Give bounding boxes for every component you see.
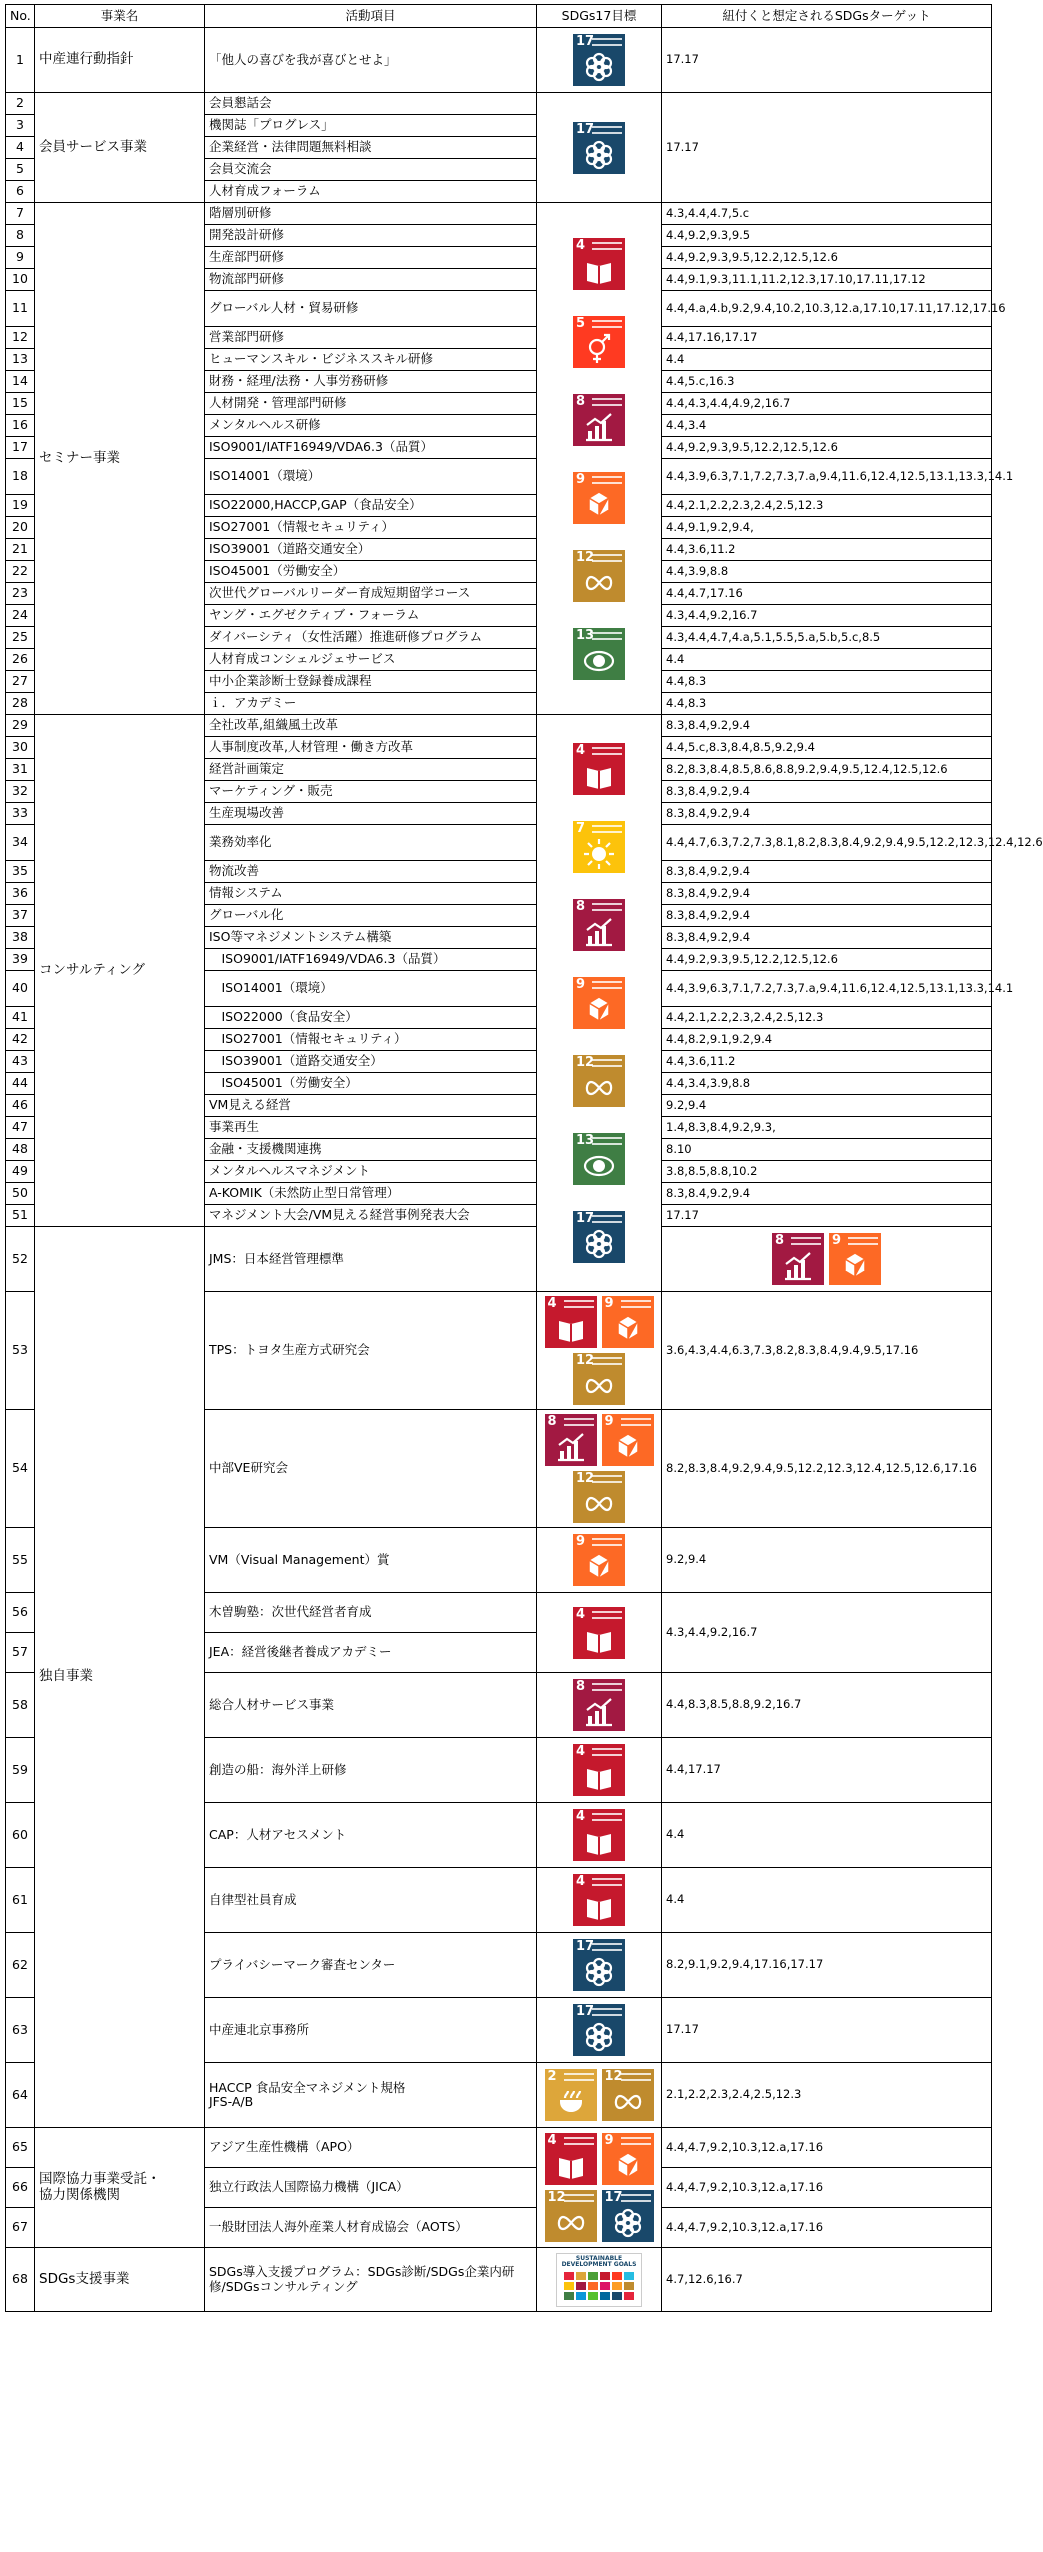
row-number: 30 xyxy=(6,737,35,759)
sdg-target: 4.4,3.4,3.9,8.8 xyxy=(662,1073,992,1095)
sdg-goals-cell xyxy=(537,28,662,93)
sdg-target: 4.4,5.c,16.3 xyxy=(662,371,992,393)
sdg-target: 4.4,3.6,11.2 xyxy=(662,539,992,561)
sdg-target: 8.2,9.1,9.2,9.4,17.16,17.17 xyxy=(662,1933,992,1998)
sdg-target: 4.4,4.3,4.4,4.9,2,16.7 xyxy=(662,393,992,415)
business-name: 国際協力事業受託・ 協力関係機関 xyxy=(35,2128,205,2248)
row-number: 51 xyxy=(6,1205,35,1227)
table-row xyxy=(6,2128,992,2168)
activity-item: VM（Visual Management）賞 xyxy=(205,1528,537,1593)
sdg-target: 4.4 xyxy=(662,349,992,371)
row-number: 5 xyxy=(6,159,35,181)
sdg-target: 4.4,9.2,9.3,9.5,12.2,12.5,12.6 xyxy=(662,949,992,971)
row-number: 11 xyxy=(6,291,35,327)
quality-education-icon: 4 xyxy=(573,1744,625,1796)
activity-item: ISO27001（情報セキュリティ） xyxy=(205,517,537,539)
responsible-consumption-icon: 12 xyxy=(573,550,625,602)
responsible-consumption-icon: 12 xyxy=(602,2069,654,2121)
activity-item: グローバル化 xyxy=(205,905,537,927)
sdg-target: 8.2,8.3,8.4,8.5,8.6,8.8,9.2,9.4,9.5,12.4,12.5,12.6 xyxy=(662,759,992,781)
sdg-target: 1.4,8.3,8.4,9.2,9.3, xyxy=(662,1117,992,1139)
row-number: 7 xyxy=(6,203,35,225)
sdg-target: 4.4,17.17 xyxy=(662,1738,992,1803)
row-number: 44 xyxy=(6,1073,35,1095)
sdg-target: 4.4,2.1,2.2,2.3,2.4,2.5,12.3 xyxy=(662,1007,992,1029)
row-number: 18 xyxy=(6,459,35,495)
activity-item: 企業経営・法律問題無料相談 xyxy=(205,137,537,159)
gender-equality-icon: 5 xyxy=(573,316,625,368)
row-number: 25 xyxy=(6,627,35,649)
quality-education-icon: 4 xyxy=(573,238,625,290)
row-number: 27 xyxy=(6,671,35,693)
activity-item: マーケティング・販売 xyxy=(205,781,537,803)
activity-item: ISO9001/IATF16949/VDA6.3（品質） xyxy=(205,949,537,971)
partnerships-icon: 17 xyxy=(573,34,625,86)
activity-item: ISO39001（道路交通安全） xyxy=(205,539,537,561)
business-name: 独自事業 xyxy=(35,1227,205,2128)
activity-item: 自律型社員育成 xyxy=(205,1868,537,1933)
activity-item: ISO14001（環境） xyxy=(205,971,537,1007)
row-number: 60 xyxy=(6,1803,35,1868)
sdg-target: 8.3,8.4,9.2,9.4 xyxy=(662,715,992,737)
table-row xyxy=(6,28,992,93)
activity-item: 会員懇話会 xyxy=(205,93,537,115)
table-row xyxy=(6,715,992,737)
sdg-goals-cell xyxy=(537,1998,662,2063)
table-row xyxy=(6,93,992,115)
sdg-goals-cell xyxy=(537,1933,662,1998)
activity-item: HACCP 食品安全マネジメント規格 JFS-A/B xyxy=(205,2063,537,2128)
row-number: 14 xyxy=(6,371,35,393)
row-number: 35 xyxy=(6,861,35,883)
row-number: 31 xyxy=(6,759,35,781)
activity-item: A-KOMIK（未然防止型日常管理） xyxy=(205,1183,537,1205)
header-business: 事業名 xyxy=(35,5,205,28)
row-number: 20 xyxy=(6,517,35,539)
row-number: 1 xyxy=(6,28,35,93)
responsible-consumption-icon: 12 xyxy=(573,1471,625,1523)
sdg-goals-cell xyxy=(537,2248,662,2312)
activity-item: ISO等マネジメントシステム構築 xyxy=(205,927,537,949)
business-name: 中産連行動指針 xyxy=(35,28,205,93)
decent-work-icon: 8 xyxy=(573,1679,625,1731)
row-number: 49 xyxy=(6,1161,35,1183)
header-row xyxy=(6,5,992,28)
row-number: 34 xyxy=(6,825,35,861)
responsible-consumption-icon: 12 xyxy=(573,1353,625,1405)
row-number: 39 xyxy=(6,949,35,971)
row-number: 66 xyxy=(6,2168,35,2208)
sdg-target: 4.3,4.4,9.2,16.7 xyxy=(662,605,992,627)
row-number: 8 xyxy=(6,225,35,247)
activity-item: 金融・支援機関連携 xyxy=(205,1139,537,1161)
sdg-goals-cell xyxy=(537,1292,662,1410)
sdg-goals-cell xyxy=(537,1410,662,1528)
row-number: 43 xyxy=(6,1051,35,1073)
sdg-target: 4.4,17.16,17.17 xyxy=(662,327,992,349)
row-number: 46 xyxy=(6,1095,35,1117)
sdg-goals-cell xyxy=(662,1227,992,1292)
quality-education-icon: 4 xyxy=(573,1607,625,1659)
row-number: 52 xyxy=(6,1227,35,1292)
row-number: 50 xyxy=(6,1183,35,1205)
activity-item: 人材育成コンシェルジェサービス xyxy=(205,649,537,671)
responsible-consumption-icon: 12 xyxy=(545,2190,597,2242)
row-number: 57 xyxy=(6,1633,35,1673)
activity-item: 物流部門研修 xyxy=(205,269,537,291)
sdg-goals-cell xyxy=(537,1528,662,1593)
industry-innovation-icon: 9 xyxy=(573,977,625,1029)
industry-innovation-icon: 9 xyxy=(573,472,625,524)
activity-item: 生産部門研修 xyxy=(205,247,537,269)
sdg-target: 4.4 xyxy=(662,1803,992,1868)
row-number: 10 xyxy=(6,269,35,291)
sdg-target: 9.2,9.4 xyxy=(662,1528,992,1593)
header-no: No. xyxy=(6,5,35,28)
sdg-target: 4.3,4.4,4.7,4.a,5.1,5.5,5.a,5.b,5.c,8.5 xyxy=(662,627,992,649)
climate-action-icon: 13 xyxy=(573,1133,625,1185)
activity-item: JEA：経営後継者養成アカデミー xyxy=(205,1633,537,1673)
table-row xyxy=(6,1227,992,1292)
row-number: 64 xyxy=(6,2063,35,2128)
quality-education-icon: 4 xyxy=(573,1874,625,1926)
decent-work-icon: 8 xyxy=(545,1414,597,1466)
activity-item: アジア生産性機構（APO） xyxy=(205,2128,537,2168)
industry-innovation-icon: 9 xyxy=(602,2133,654,2185)
activity-item: JMS：日本経営管理標準 xyxy=(205,1227,537,1292)
sdg-target: 8.3,8.4,9.2,9.4 xyxy=(662,1183,992,1205)
row-number: 37 xyxy=(6,905,35,927)
row-number: 3 xyxy=(6,115,35,137)
table-row xyxy=(6,2248,992,2312)
quality-education-icon: 4 xyxy=(545,2133,597,2185)
activity-item: ｉ．アカデミー xyxy=(205,693,537,715)
row-number: 62 xyxy=(6,1933,35,1998)
quality-education-icon: 4 xyxy=(545,1296,597,1348)
sdg-target: 8.2,8.3,8.4,9.2,9.4,9.5,12.2,12.3,12.4,12.5,12.6,17.16 xyxy=(662,1410,992,1528)
sdg-goals-cell xyxy=(537,93,662,203)
activity-item: SDGs導入支援プログラム：SDGs診断/SDGs企業内研修/SDGsコンサルティング xyxy=(205,2248,537,2312)
row-number: 48 xyxy=(6,1139,35,1161)
activity-item: 中部VE研究会 xyxy=(205,1410,537,1528)
row-number: 19 xyxy=(6,495,35,517)
row-number: 29 xyxy=(6,715,35,737)
activity-item: 生産現場改善 xyxy=(205,803,537,825)
industry-innovation-icon: 9 xyxy=(602,1414,654,1466)
row-number: 33 xyxy=(6,803,35,825)
quality-education-icon: 4 xyxy=(573,1809,625,1861)
sdg-target: 4.4 xyxy=(662,1868,992,1933)
header-activity: 活動項目 xyxy=(205,5,537,28)
sdg-target: 4.4,9.1,9.2,9.4, xyxy=(662,517,992,539)
activity-item: 次世代グローバルリーダー育成短期留学コース xyxy=(205,583,537,605)
sdg-target: 8.3,8.4,9.2,9.4 xyxy=(662,861,992,883)
activity-item: メンタルヘルスマネジメント xyxy=(205,1161,537,1183)
row-number: 41 xyxy=(6,1007,35,1029)
activity-item: 事業再生 xyxy=(205,1117,537,1139)
activity-item: マネジメント大会/VM見える経営事例発表大会 xyxy=(205,1205,537,1227)
sdg-target: 4.4,3.6,11.2 xyxy=(662,1051,992,1073)
activity-item: 営業部門研修 xyxy=(205,327,537,349)
activity-item: 中産連北京事務所 xyxy=(205,1998,537,2063)
sdg-target: 4.4,8.2,9.1,9.2,9.4 xyxy=(662,1029,992,1051)
row-number: 61 xyxy=(6,1868,35,1933)
sdg-target: 4.4,8.3 xyxy=(662,671,992,693)
sdg-target: 4.4,4.7,17.16 xyxy=(662,583,992,605)
decent-work-icon: 8 xyxy=(573,394,625,446)
sdg-goals-cell xyxy=(537,1673,662,1738)
sdg-goals-cell xyxy=(537,2063,662,2128)
activity-item: 階層別研修 xyxy=(205,203,537,225)
sdg-target: 8.3,8.4,9.2,9.4 xyxy=(662,883,992,905)
row-number: 36 xyxy=(6,883,35,905)
industry-innovation-icon: 9 xyxy=(602,1296,654,1348)
sdg-target: 8.3,8.4,9.2,9.4 xyxy=(662,927,992,949)
sdg-target: 4.4,4.7,6.3,7.2,7.3,8.1,8.2,8.3,8.4,9.2,9.4,9.5,12.2,12.3,12.4,12.6 xyxy=(662,825,992,861)
activity-item: ヤング・エグゼクティブ・フォーラム xyxy=(205,605,537,627)
row-number: 63 xyxy=(6,1998,35,2063)
partnerships-icon: 17 xyxy=(602,2190,654,2242)
row-number: 56 xyxy=(6,1593,35,1633)
sdg-target: 17.17 xyxy=(662,1205,992,1227)
sdg-target: 4.4,3.4 xyxy=(662,415,992,437)
responsible-consumption-icon: 12 xyxy=(573,1055,625,1107)
activity-item: 開発設計研修 xyxy=(205,225,537,247)
activity-item: ダイバーシティ（女性活躍）推進研修プログラム xyxy=(205,627,537,649)
sdg-goals-cell xyxy=(537,715,662,1292)
row-number: 42 xyxy=(6,1029,35,1051)
activity-item: メンタルヘルス研修 xyxy=(205,415,537,437)
activity-item: 全社改革,組織風土改革 xyxy=(205,715,537,737)
decent-work-icon: 8 xyxy=(573,899,625,951)
partnerships-icon: 17 xyxy=(573,1939,625,1991)
activity-item: 創造の船：海外洋上研修 xyxy=(205,1738,537,1803)
activity-item: 業務効率化 xyxy=(205,825,537,861)
row-number: 40 xyxy=(6,971,35,1007)
sdg-target: 4.4,3.9,6.3,7.1,7.2,7.3,7.a,9.4,11.6,12.4,12.5,13.1,13.3,14.1 xyxy=(662,459,992,495)
sdgs-logo-icon xyxy=(556,2253,642,2307)
row-number: 32 xyxy=(6,781,35,803)
climate-action-icon: 13 xyxy=(573,628,625,680)
row-number: 55 xyxy=(6,1528,35,1593)
row-number: 59 xyxy=(6,1738,35,1803)
sdg-target: 17.17 xyxy=(662,93,992,203)
sdg-target: 4.4,4.7,9.2,10.3,12.a,17.16 xyxy=(662,2168,992,2208)
sdg-goals-cell xyxy=(537,1803,662,1868)
sdg-target: 4.4,4.a,4.b,9.2,9.4,10.2,10.3,12.a,17.10,17.11,17.12,17.16 xyxy=(662,291,992,327)
sdg-goals-cell xyxy=(537,203,662,715)
row-number: 67 xyxy=(6,2208,35,2248)
activity-item: 財務・経理/法務・人事労務研修 xyxy=(205,371,537,393)
sdg-target: 3.8,8.5,8.8,10.2 xyxy=(662,1161,992,1183)
row-number: 38 xyxy=(6,927,35,949)
row-number: 23 xyxy=(6,583,35,605)
activity-item: ヒューマンスキル・ビジネススキル研修 xyxy=(205,349,537,371)
sdg-target: 4.4,8.3,8.5,8.8,9.2,16.7 xyxy=(662,1673,992,1738)
sdg-target: 4.4,8.3 xyxy=(662,693,992,715)
activity-item: 中小企業診断士登録養成課程 xyxy=(205,671,537,693)
partnerships-icon: 17 xyxy=(573,122,625,174)
activity-item: 人材開発・管理部門研修 xyxy=(205,393,537,415)
sdg-target: 4.4,9.1,9.3,11.1,11.2,12.3,17.10,17.11,17.12 xyxy=(662,269,992,291)
row-number: 9 xyxy=(6,247,35,269)
business-name: セミナー事業 xyxy=(35,203,205,715)
sdgs-logo-text: SUSTAINABLE DEVELOPMENT GOALS xyxy=(561,2254,637,2269)
industry-innovation-icon: 9 xyxy=(573,1534,625,1586)
activity-item: 会員交流会 xyxy=(205,159,537,181)
row-number: 13 xyxy=(6,349,35,371)
sdg-target: 4.3,4.4,4.7,5.c xyxy=(662,203,992,225)
sdg-goals-cell xyxy=(537,1738,662,1803)
activity-item: ISO45001（労働安全） xyxy=(205,1073,537,1095)
activity-item: 一般財団法人海外産業人材育成協会（AOTS） xyxy=(205,2208,537,2248)
activity-item: 物流改善 xyxy=(205,861,537,883)
activity-item: CAP：人材アセスメント xyxy=(205,1803,537,1868)
activity-item: 経営計画策定 xyxy=(205,759,537,781)
header-sdg: SDGs17目標 xyxy=(537,5,662,28)
quality-education-icon: 4 xyxy=(573,743,625,795)
sdg-target: 17.17 xyxy=(662,1998,992,2063)
row-number: 54 xyxy=(6,1410,35,1528)
sdg-target: 9.2,9.4 xyxy=(662,1095,992,1117)
sdg-target: 4.4,3.9,8.8 xyxy=(662,561,992,583)
sdg-target: 3.6,4.3,4.4,6.3,7.3,8.2,8.3,8.4,9.4,9.5,17.16 xyxy=(662,1292,992,1410)
row-number: 4 xyxy=(6,137,35,159)
industry-innovation-icon: 9 xyxy=(829,1233,881,1285)
partnerships-icon: 17 xyxy=(573,2004,625,2056)
row-number: 2 xyxy=(6,93,35,115)
activity-item: プライバシーマーク審査センター xyxy=(205,1933,537,1998)
activity-item: ISO45001（労働安全） xyxy=(205,561,537,583)
sdg-target: 8.10 xyxy=(662,1139,992,1161)
sdg-target: 4.4,9.2,9.3,9.5,12.2,12.5,12.6 xyxy=(662,437,992,459)
sdg-target: 4.4,4.7,9.2,10.3,12.a,17.16 xyxy=(662,2208,992,2248)
row-number: 6 xyxy=(6,181,35,203)
clean-energy-icon: 7 xyxy=(573,821,625,873)
sdg-goals-cell xyxy=(537,1593,662,1673)
activity-item: 総合人材サービス事業 xyxy=(205,1673,537,1738)
sdgs-table xyxy=(5,4,1043,2312)
partnerships-icon: 17 xyxy=(573,1211,625,1263)
sdg-goals-cell xyxy=(537,2128,662,2248)
row-number: 17 xyxy=(6,437,35,459)
sdg-target: 4.4,3.9,6.3,7.1,7.2,7.3,7.a,9.4,11.6,12.4,12.5,13.1,13.3,14.1 xyxy=(662,971,992,1007)
sdg-target: 4.4,5.c,8.3,8.4,8.5,9.2,9.4 xyxy=(662,737,992,759)
activity-item: ISO9001/IATF16949/VDA6.3（品質） xyxy=(205,437,537,459)
business-name: 会員サービス事業 xyxy=(35,93,205,203)
row-number: 16 xyxy=(6,415,35,437)
row-number: 12 xyxy=(6,327,35,349)
sdg-target: 17.17 xyxy=(662,28,992,93)
sdg-target: 8.3,8.4,9.2,9.4 xyxy=(662,905,992,927)
activity-item: 独立行政法人国際協力機構（JICA） xyxy=(205,2168,537,2208)
sdg-target: 4.4,9.2,9.3,9.5,12.2,12.5,12.6 xyxy=(662,247,992,269)
table-row xyxy=(6,203,992,225)
activity-item: 人事制度改革,人材管理・働き方改革 xyxy=(205,737,537,759)
sdg-target: 4.3,4.4,9.2,16.7 xyxy=(662,1593,992,1673)
decent-work-icon: 8 xyxy=(772,1233,824,1285)
row-number: 68 xyxy=(6,2248,35,2312)
activity-item: 情報システム xyxy=(205,883,537,905)
row-number: 28 xyxy=(6,693,35,715)
activity-item: ISO22000,HACCP,GAP（食品安全） xyxy=(205,495,537,517)
sdg-target: 4.4,4.7,9.2,10.3,12.a,17.16 xyxy=(662,2128,992,2168)
sdg-target: 8.3,8.4,9.2,9.4 xyxy=(662,803,992,825)
sdg-target: 4.4,9.2,9.3,9.5 xyxy=(662,225,992,247)
activity-item: 機関誌「プログレス」 xyxy=(205,115,537,137)
sdg-target: 4.7,12.6,16.7 xyxy=(662,2248,992,2312)
business-name: SDGs支援事業 xyxy=(35,2248,205,2312)
row-number: 65 xyxy=(6,2128,35,2168)
row-number: 24 xyxy=(6,605,35,627)
row-number: 47 xyxy=(6,1117,35,1139)
sdg-goals-cell xyxy=(537,1868,662,1933)
sdg-target: 8.3,8.4,9.2,9.4 xyxy=(662,781,992,803)
row-number: 15 xyxy=(6,393,35,415)
activity-item: ISO27001（情報セキュリティ） xyxy=(205,1029,537,1051)
activity-item: 人材育成フォーラム xyxy=(205,181,537,203)
header-target: 紐付くと想定されるSDGsターゲット xyxy=(662,5,992,28)
activity-item: ISO14001（環境） xyxy=(205,459,537,495)
row-number: 26 xyxy=(6,649,35,671)
activity-item: 木曽駒塾：次世代経営者育成 xyxy=(205,1593,537,1633)
business-name: コンサルティング xyxy=(35,715,205,1227)
row-number: 53 xyxy=(6,1292,35,1410)
row-number: 22 xyxy=(6,561,35,583)
sdg-target: 4.4 xyxy=(662,649,992,671)
row-number: 58 xyxy=(6,1673,35,1738)
activity-item: ISO22000（食品安全） xyxy=(205,1007,537,1029)
activity-item: 「他人の喜びを我が喜びとせよ」 xyxy=(205,28,537,93)
activity-item: VM見える経営 xyxy=(205,1095,537,1117)
sdg-target: 4.4,2.1,2.2,2.3,2.4,2.5,12.3 xyxy=(662,495,992,517)
row-number: 21 xyxy=(6,539,35,561)
activity-item: グローバル人材・貿易研修 xyxy=(205,291,537,327)
zero-hunger-icon: 2 xyxy=(545,2069,597,2121)
activity-item: ISO39001（道路交通安全） xyxy=(205,1051,537,1073)
activity-item: TPS：トヨタ生産方式研究会 xyxy=(205,1292,537,1410)
sdg-target: 2.1,2.2,2.3,2.4,2.5,12.3 xyxy=(662,2063,992,2128)
